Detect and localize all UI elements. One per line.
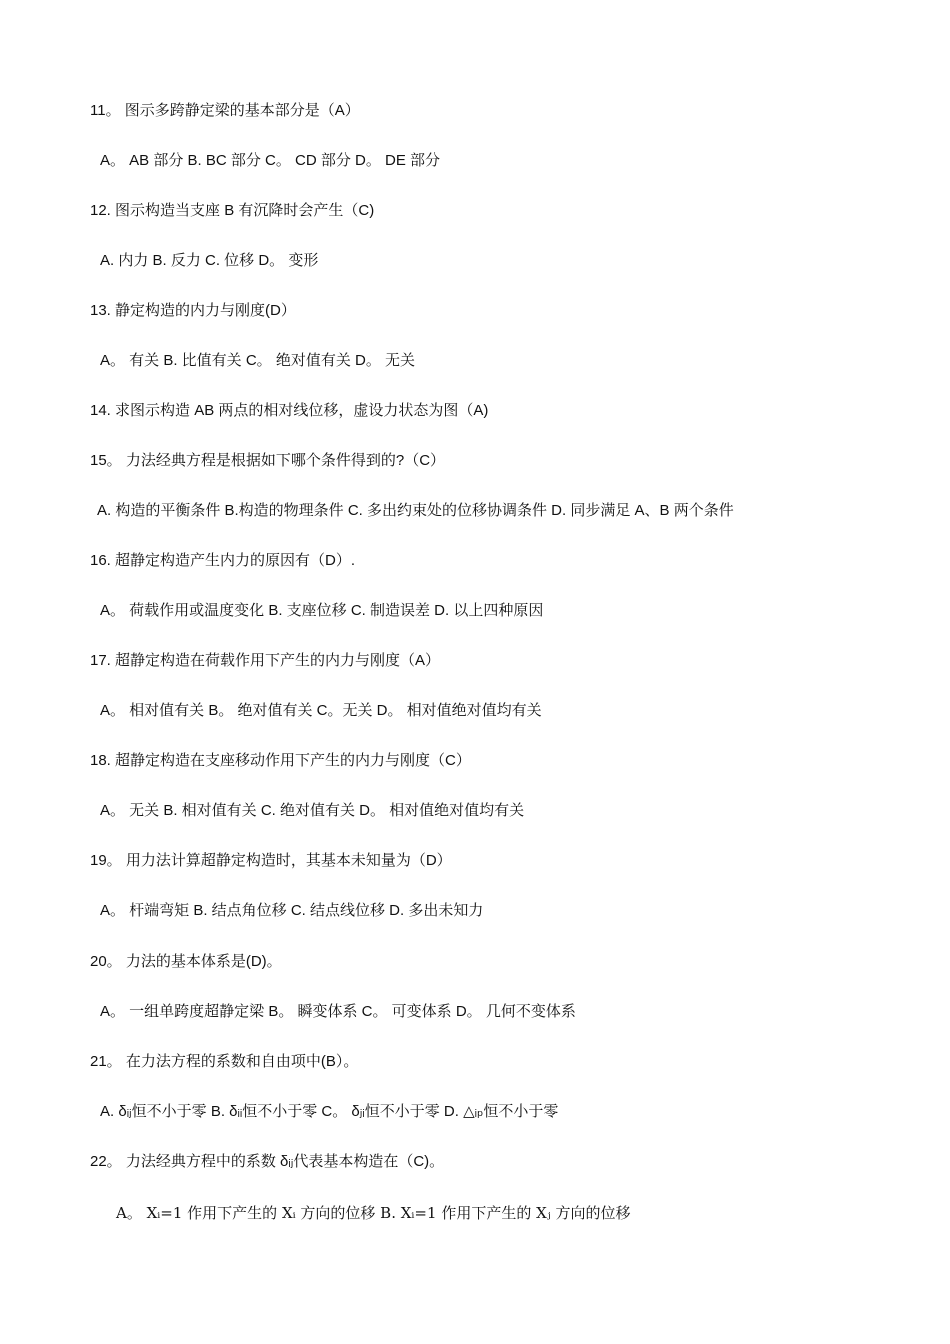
question-13: 13. 静定构造的内力与刚度(D）: [90, 302, 296, 319]
options-17: A。 相对值有关 B。 绝对值有关 C。无关 D。 相对值绝对值均有关: [100, 702, 542, 719]
options-13: A。 有关 B. 比值有关 C。 绝对值有关 D。 无关: [100, 352, 416, 369]
question-15: 15。 力法经典方程是根据如下哪个条件得到的?（C）: [90, 452, 446, 469]
options-11: A。 AB 部分 B. BC 部分 C。 CD 部分 D。 DE 部分: [100, 152, 441, 169]
options-20: A。 一组单跨度超静定梁 B。 瞬变体系 C。 可变体系 D。 几何不变体系: [100, 1003, 576, 1020]
options-21: A. δᵢⱼ恒不小于零 B. δᵢᵢ恒不小于零 C。 δⱼᵢ恒不小于零 D. △ᵢₚ恒不小于零: [100, 1103, 559, 1120]
options-18: A。 无关 B. 相对值有关 C. 绝对值有关 D。 相对值绝对值均有关: [100, 802, 525, 819]
question-21: 21。 在力法方程的系数和自由项中(B）。: [90, 1053, 359, 1070]
question-12: 12. 图示构造当支座 B 有沉降时会产生（C): [90, 202, 375, 219]
options-12: A. 内力 B. 反力 C. 位移 D。 变形: [100, 252, 319, 269]
question-16: 16. 超静定构造产生内力的原因有（D）.: [90, 552, 356, 569]
question-17: 17. 超静定构造在荷载作用下产生的内力与刚度（A）: [90, 652, 441, 669]
options-19: A。 杆端弯矩 B. 结点角位移 C. 结点线位移 D. 多出未知力: [100, 902, 484, 919]
question-20: 20。 力法的基本体系是(D)。: [90, 953, 282, 970]
question-22: 22。 力法经典方程中的系数 δᵢⱼ代表基本构造在（C)。: [90, 1153, 445, 1170]
options-15: A. 构造的平衡条件 B.构造的物理条件 C. 多出约束处的位移协调条件 D. 同步满足 A、B 两个条件: [97, 502, 734, 519]
question-18: 18. 超静定构造在支座移动作用下产生的内力与刚度（C）: [90, 752, 471, 769]
options-16: A。 荷载作用或温度变化 B. 支座位移 C. 制造误差 D. 以上四种原因: [100, 602, 544, 619]
question-14: 14. 求图示构造 AB 两点的相对线位移，虚设力状态为图（A): [90, 402, 489, 419]
question-19: 19。 用力法计算超静定构造时，其基本未知量为（D）: [90, 852, 452, 869]
question-11: 11。 图示多跨静定梁的基本部分是（A）: [90, 102, 360, 119]
options-22: A。 Xᵢ=1 作用下产生的 Xᵢ 方向的位移 B. Xᵢ=1 作用下产生的 Xⱼ 方向的位移: [116, 1204, 631, 1222]
